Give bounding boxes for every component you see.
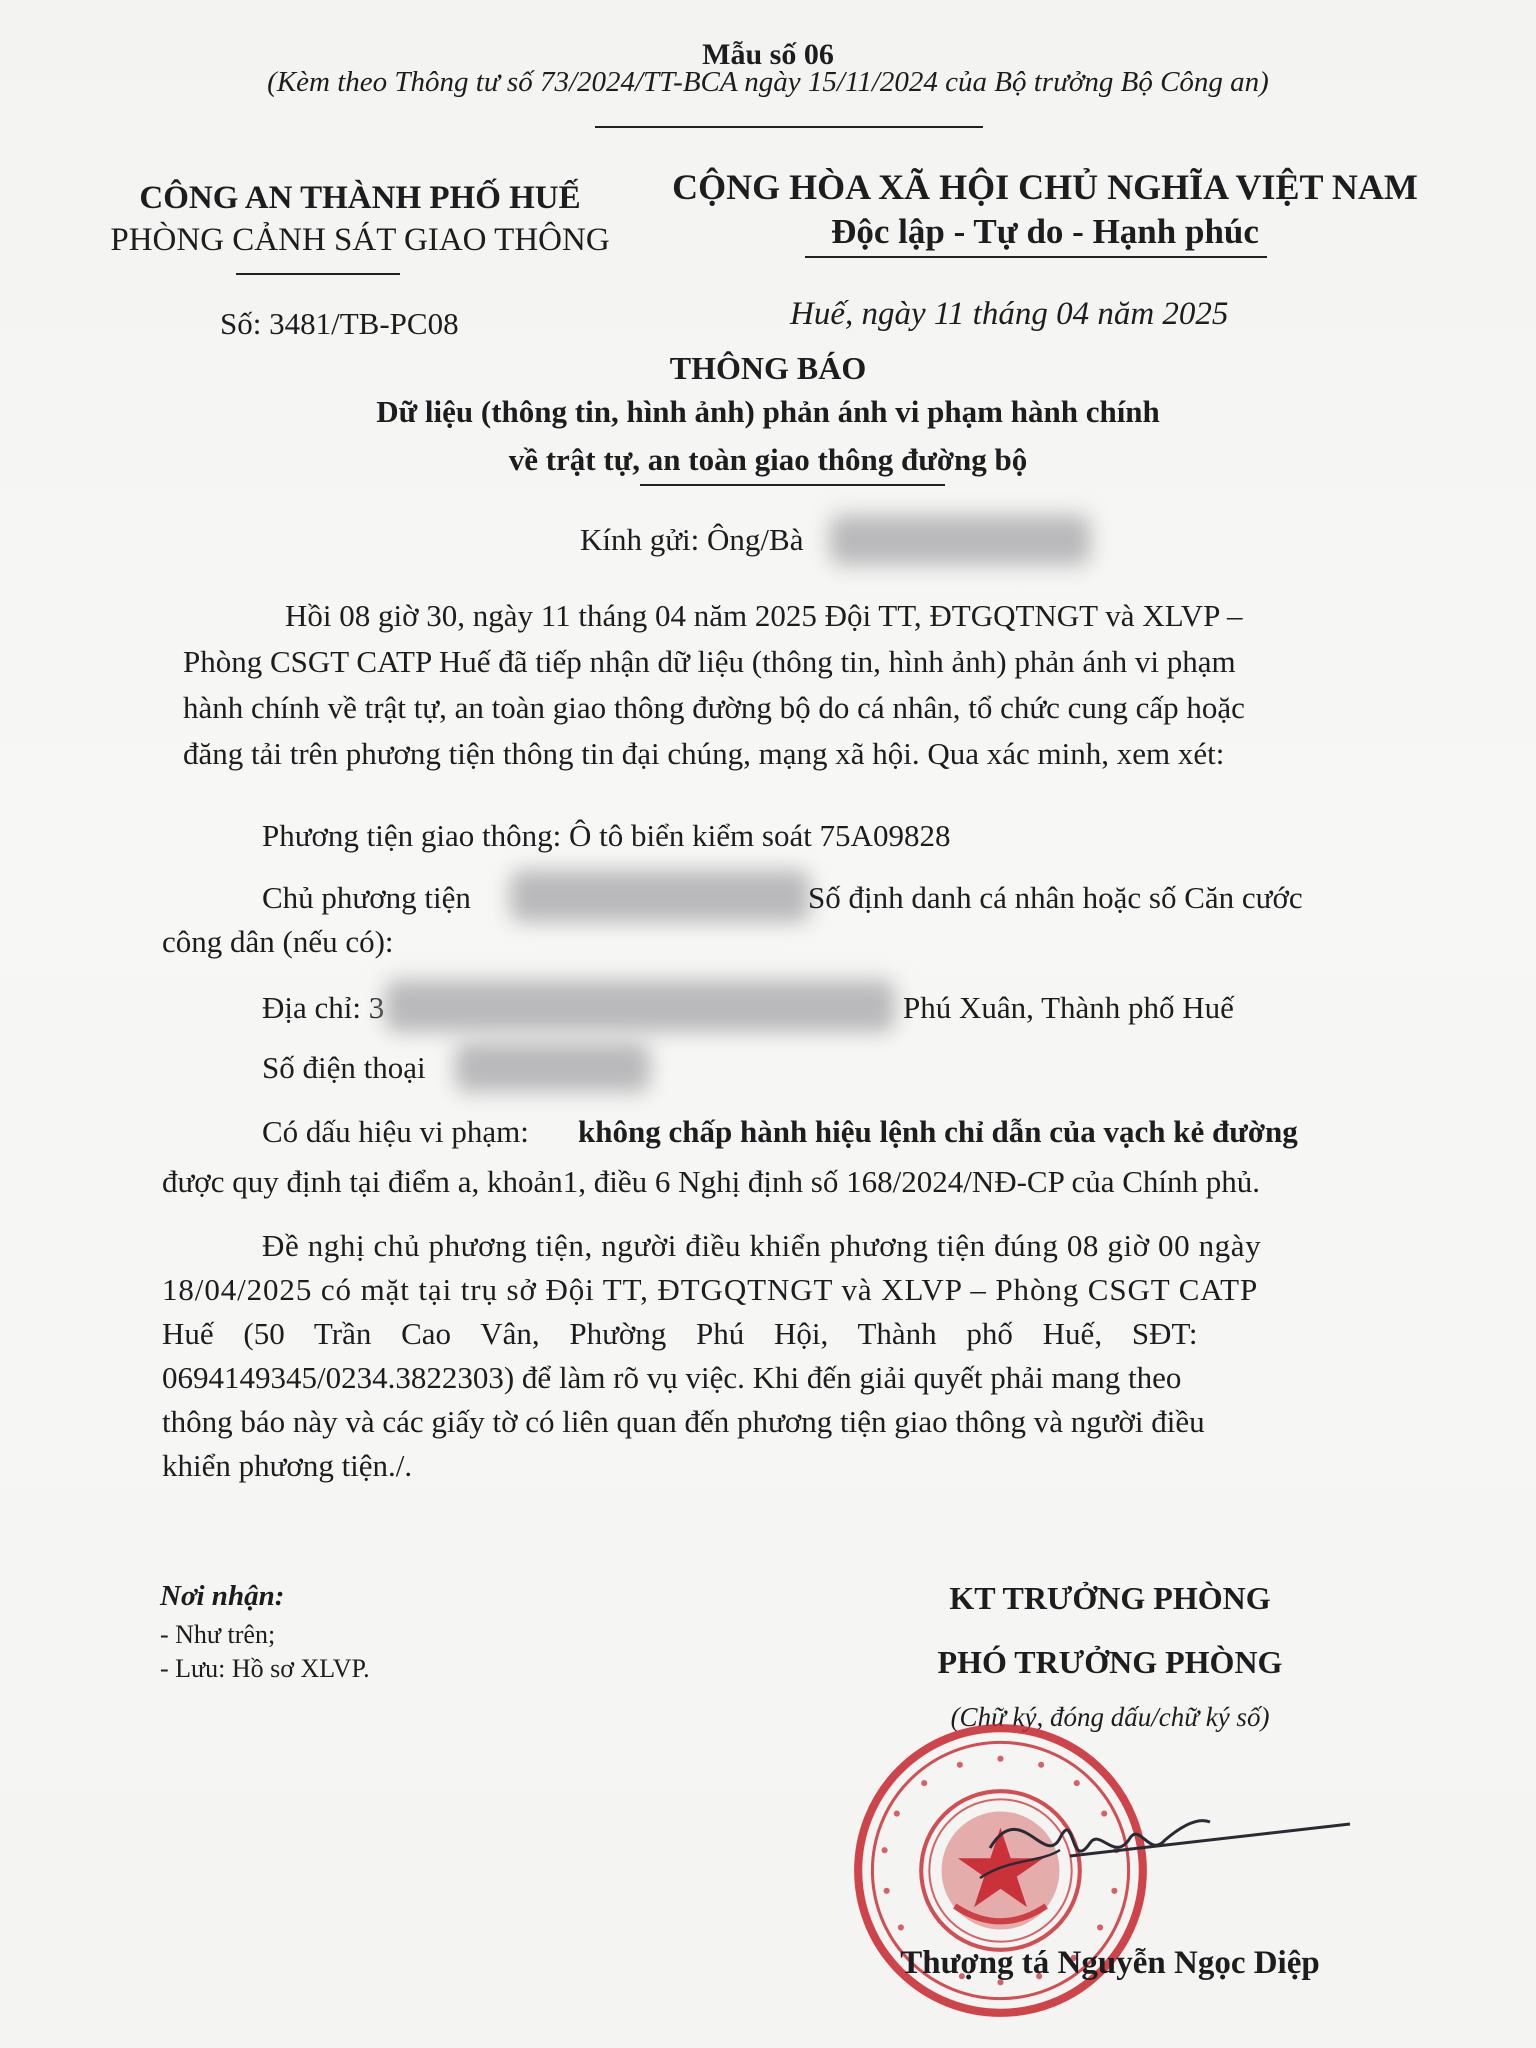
handwritten-signature <box>950 1778 1360 1898</box>
agency-underline <box>236 273 400 275</box>
violation-legal-basis: được quy định tại điểm a, khoản1, điều 6 Nghị định số 168/2024/NĐ-CP của Chính phủ. <box>162 1164 1261 1199</box>
address-city: Phú Xuân, Thành phố Huế <box>903 990 1234 1025</box>
motto-underline <box>805 256 1267 258</box>
issuing-agency: CÔNG AN THÀNH PHỐ HUẾ <box>139 180 581 216</box>
redacted-owner-name <box>510 870 810 922</box>
owner-label: Chủ phương tiện <box>262 880 471 915</box>
id-label-continued: công dân (nếu có): <box>162 924 394 959</box>
request-line-3: Huế (50 Trần Cao Vân, Phường Phú Hội, Thành phố Huế, SĐT: <box>162 1316 1198 1351</box>
signature-title-1: KT TRƯỞNG PHÒNG <box>949 1580 1271 1616</box>
recipients-item-1: - Như trên; <box>160 1620 276 1649</box>
request-line-1: Đề nghị chủ phương tiện, người điều khiển phương tiện đúng 08 giờ 00 ngày <box>262 1228 1262 1263</box>
recipient-label: Kính gửi: Ông/Bà <box>580 522 804 557</box>
document-title: THÔNG BÁO <box>669 350 867 386</box>
recipients-title: Nơi nhận: <box>160 1580 285 1612</box>
form-reference: (Kèm theo Thông tư số 73/2024/TT-BCA ngày 15/11/2024 của Bộ trưởng Bộ Công an) <box>267 66 1269 98</box>
violation-description: không chấp hành hiệu lệnh chỉ dẫn của vạch kẻ đường <box>578 1114 1298 1149</box>
request-line-4: 0694149345/0234.3822303) để làm rõ vụ việc. Khi đến giải quyết phải mang theo <box>162 1360 1182 1395</box>
document-number: Số: 3481/TB-PC08 <box>220 306 459 341</box>
address-label: Địa chỉ: 3 <box>262 990 385 1025</box>
header-divider <box>595 126 983 128</box>
subject-line-2: về trật tự, an toàn giao thông đường bộ <box>508 442 1028 477</box>
signature-title-2: PHÓ TRƯỞNG PHÒNG <box>937 1644 1283 1680</box>
phone-label: Số điện thoại <box>262 1050 426 1085</box>
intro-line-4: đăng tải trên phương tiện thông tin đại chúng, mạng xã hội. Qua xác minh, xem xét: <box>183 736 1225 771</box>
place-date: Huế, ngày 11 tháng 04 năm 2025 <box>790 296 1229 332</box>
request-line-5: thông báo này và các giấy tờ có liên quan đến phương tiện giao thông và người điều <box>162 1404 1205 1439</box>
request-line-6: khiển phương tiện./. <box>162 1448 413 1483</box>
nation-motto: Độc lập - Tự do - Hạnh phúc <box>831 212 1259 251</box>
id-label: Số định danh cá nhân hoặc số Căn cước <box>808 880 1303 915</box>
subject-underline <box>640 484 945 486</box>
violation-label: Có dấu hiệu vi phạm: <box>262 1114 529 1149</box>
redacted-phone <box>455 1042 650 1092</box>
request-line-2: 18/04/2025 có mặt tại trụ sở Đội TT, ĐTGQTNGT và XLVP – Phòng CSGT CATP <box>162 1272 1259 1307</box>
signer-name: Thượng tá Nguyễn Ngọc Diệp <box>900 1945 1320 1981</box>
signature-note: (Chữ ký, đóng dấu/chữ ký số) <box>950 1702 1270 1732</box>
vehicle-info: Phương tiện giao thông: Ô tô biển kiểm soát 75A09828 <box>262 818 951 853</box>
subject-line-1: Dữ liệu (thông tin, hình ảnh) phản ánh vi phạm hành chính <box>376 394 1160 429</box>
intro-line-2: Phòng CSGT CATP Huế đã tiếp nhận dữ liệu (thông tin, hình ảnh) phản ánh vi phạm <box>183 644 1236 679</box>
redacted-address <box>385 980 895 1032</box>
recipients-item-2: - Lưu: Hồ sơ XLVP. <box>160 1654 370 1683</box>
form-number: Mẫu số 06 <box>702 38 834 71</box>
nation-name: CỘNG HÒA XÃ HỘI CHỦ NGHĨA VIỆT NAM <box>672 167 1418 207</box>
redacted-recipient-name <box>830 515 1090 565</box>
intro-line-1: Hồi 08 giờ 30, ngày 11 tháng 04 năm 2025 Đội TT, ĐTGQTNGT và XLVP – <box>285 598 1243 633</box>
issuing-department: PHÒNG CẢNH SÁT GIAO THÔNG <box>110 222 610 258</box>
intro-line-3: hành chính về trật tự, an toàn giao thông đường bộ do cá nhân, tổ chức cung cấp hoặc <box>183 690 1245 725</box>
